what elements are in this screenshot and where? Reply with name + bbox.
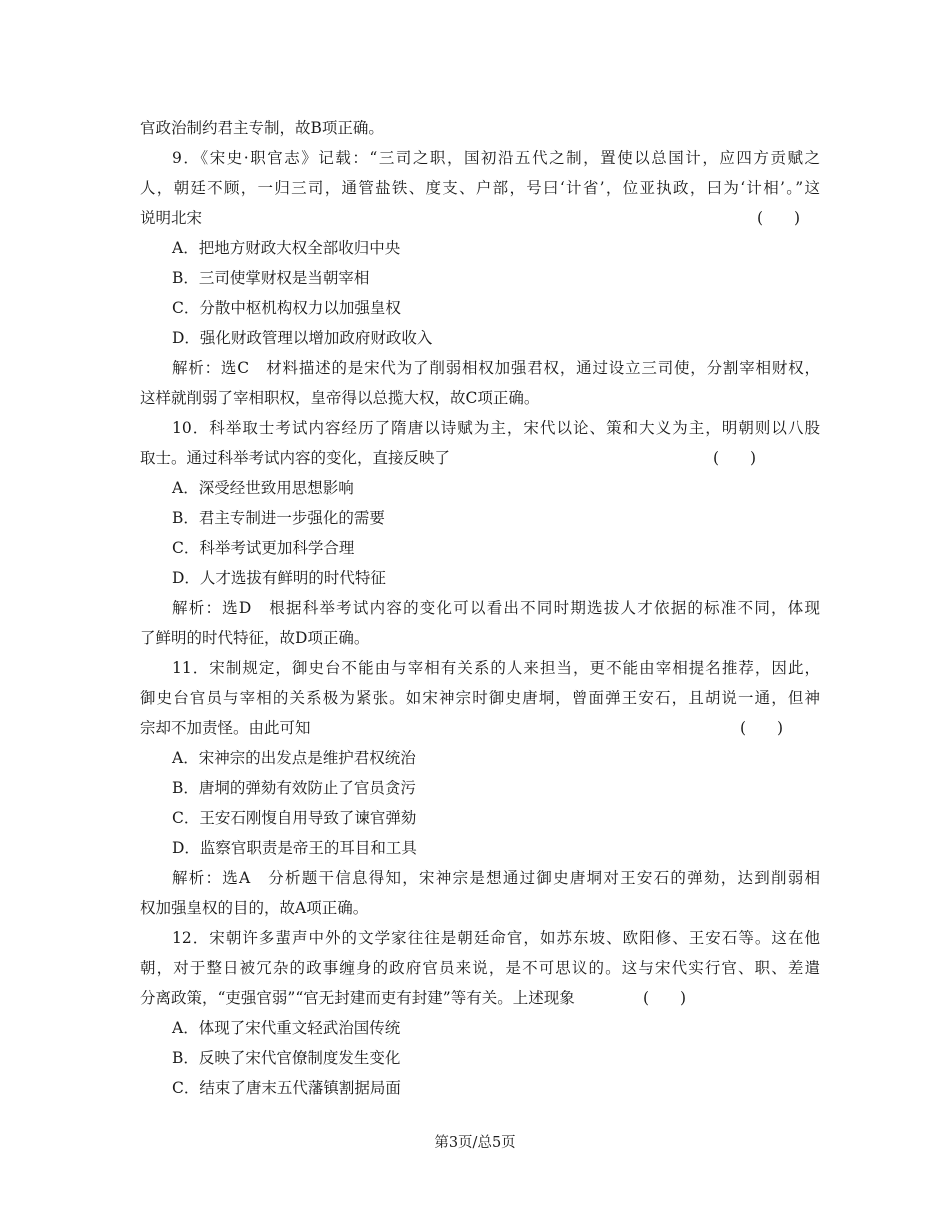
option-c: C．王安石刚愎自用导致了谏官弹劾 [172, 809, 417, 827]
answer-blank: ( ) [757, 209, 801, 227]
text-line: 分离政策，“吏强官弱”“官无封建而吏有封建”等有关。上述现象 [140, 989, 575, 1007]
option-c: C．结束了唐末五代藩镇割据局面 [172, 1079, 401, 1097]
option-b: B．三司使掌财权是当朝宰相 [172, 269, 370, 287]
option-a: A．宋神宗的出发点是维护君权统治 [172, 749, 416, 767]
text-line: 官政治制约君主专制，故B项正确。 [140, 119, 384, 137]
option-c: C．科举考试更加科学合理 [172, 539, 355, 557]
text-line: 宗却不加责怪。由此可知 [140, 719, 311, 737]
option-a: A．把地方财政大权全部收归中央 [172, 239, 401, 257]
answer-blank: ( ) [713, 449, 757, 467]
option-d: D．强化财政管理以增加政府财政收入 [172, 329, 433, 347]
analysis: 解析：选D 根据科举考试内容的变化可以看出不同时期选拔人才依据的标准不同，体现 [172, 599, 820, 617]
question-10-stem: 10．科举取士考试内容经历了隋唐以诗赋为主，宋代以论、策和大义为主，明朝则以八股 [172, 419, 820, 437]
text-line: 朝，对于整日被冗杂的政事缠身的政府官员来说，是不可思议的。这与宋代实行官、职、差遣 [140, 959, 820, 977]
text-line: 了鲜明的时代特征，故D项正确。 [140, 629, 370, 647]
page-number-footer: 第3页/总5页 [434, 1135, 516, 1151]
option-d: D．人才选拔有鲜明的时代特征 [172, 569, 386, 587]
answer-blank: ( ) [740, 719, 784, 737]
option-b: B．唐垌的弹劾有效防止了官员贪污 [172, 779, 416, 797]
option-c: C．分散中枢机构权力以加强皇权 [172, 299, 401, 317]
text-line: 取士。通过科举考试内容的变化，直接反映了 [140, 449, 451, 467]
option-a: A．深受经世致用思想影响 [172, 479, 354, 497]
question-9-stem: 9．《宋史·职官志》记载：“三司之职，国初沿五代之制，置使以总国计，应四方贡赋之 [172, 149, 820, 167]
text-line: 这样就削弱了宰相职权，皇帝得以总揽大权，故C项正确。 [140, 389, 540, 407]
text-line: 人，朝廷不顾，一归三司，通管盐铁、度支、户部，号曰‘计省’，位亚执政，曰为‘计相’。”这 [140, 179, 820, 197]
option-b: B．君主专制进一步强化的需要 [172, 509, 385, 527]
text-line: 说明北宋 [140, 209, 203, 227]
option-d: D．监察官职责是帝王的耳目和工具 [172, 839, 417, 857]
question-11-stem: 11．宋制规定，御史台不能由与宰相有关系的人来担当，更不能由宰相提名推荐，因此， [172, 659, 820, 677]
analysis: 解析：选A 分析题干信息得知，宋神宗是想通过御史唐垌对王安石的弹劾，达到削弱相 [172, 869, 820, 887]
option-a: A．体现了宋代重文轻武治国传统 [172, 1019, 401, 1037]
text-line: 御史台官员与宰相的关系极为紧张。如宋神宗时御史唐垌，曾面弹王安石，且胡说一通，但神 [140, 689, 820, 707]
text-line: 权加强皇权的目的，故A项正确。 [140, 899, 369, 917]
question-12-stem: 12．宋朝许多蜚声中外的文学家往往是朝廷命官，如苏东坡、欧阳修、王安石等。这在他 [172, 929, 820, 947]
option-b: B．反映了宋代官僚制度发生变化 [172, 1049, 401, 1067]
analysis: 解析：选C 材料描述的是宋代为了削弱相权加强君权，通过设立三司使，分割宰相财权， [172, 359, 820, 377]
answer-blank: ( ) [643, 989, 687, 1007]
